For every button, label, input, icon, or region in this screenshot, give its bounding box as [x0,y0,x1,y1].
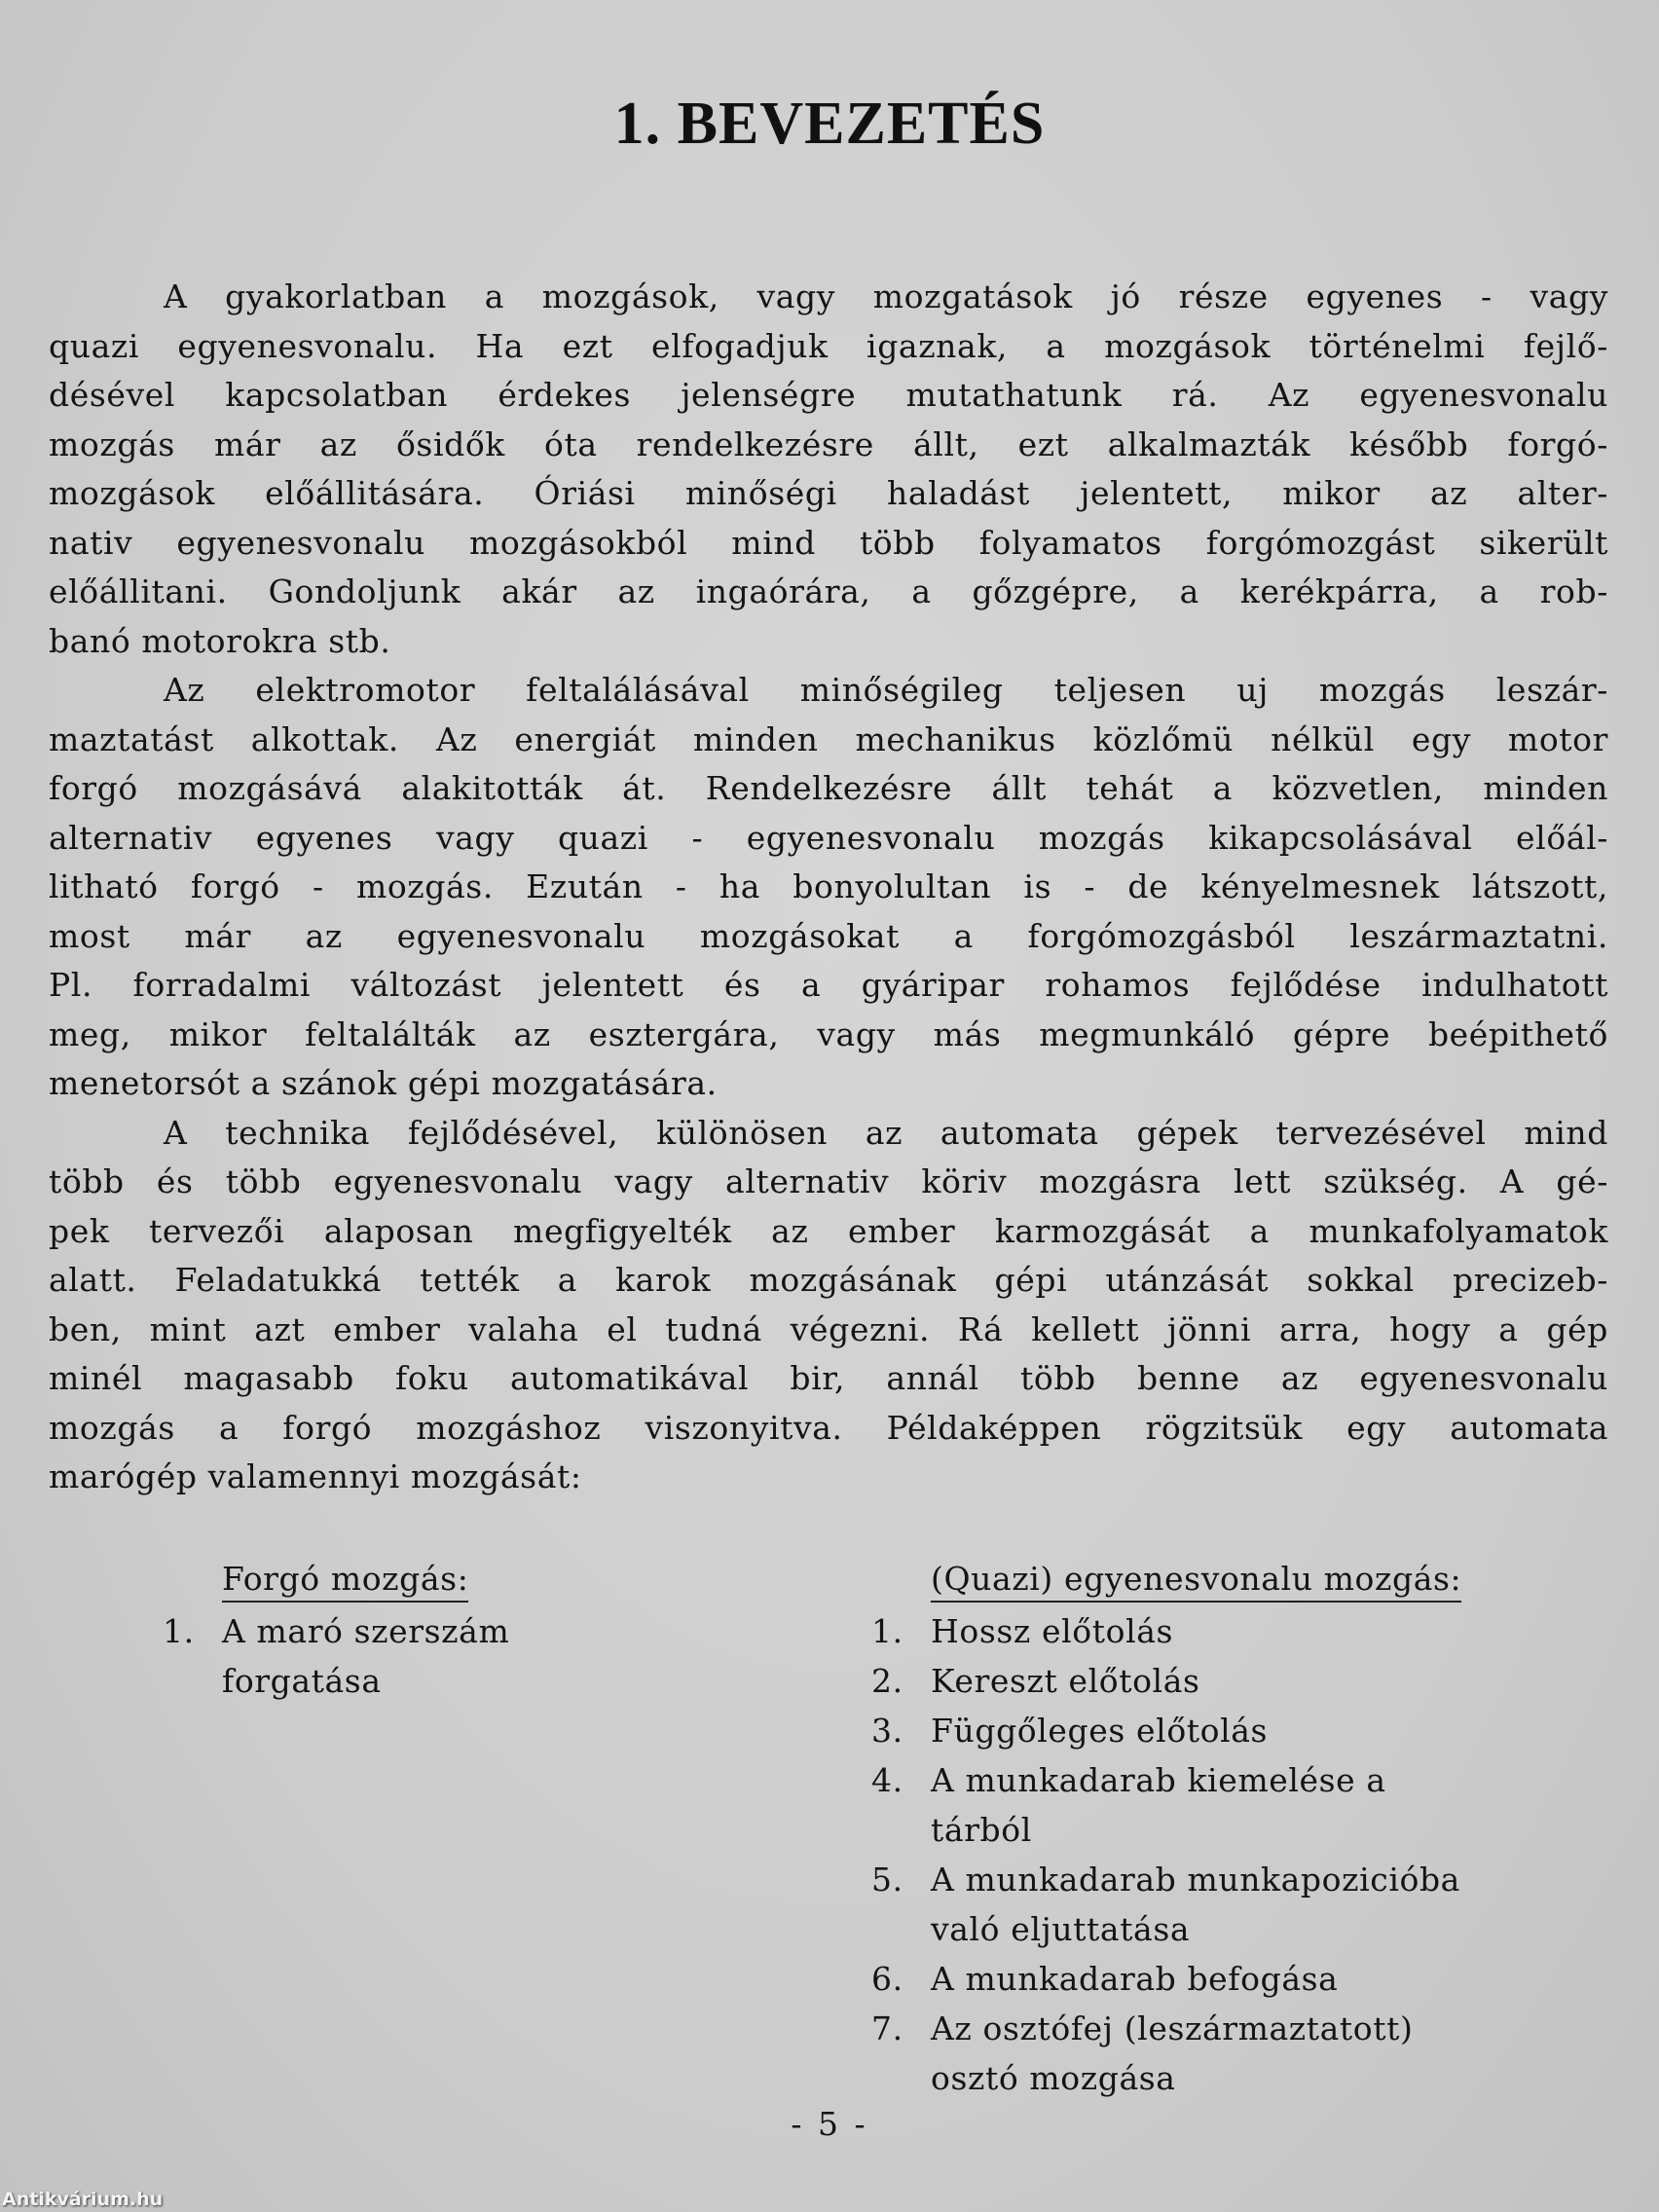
list-text [931,1954,1338,2004]
list-number: 2. [871,1662,903,1700]
body-text [49,273,1608,1502]
list-item [871,1755,1572,1855]
paragraph [49,273,1608,666]
text-line: marógép valamennyi mozgását: [49,1457,582,1495]
list-text [222,1606,509,1706]
list-number: 3. [871,1712,903,1750]
list-item [871,1656,1572,1706]
text-line: désével kapcsolatban érdekes jelenségre mutathatunk rá. Az egyenesvonalu [49,376,1608,414]
list-item [163,1606,669,1706]
list-text-line: A munkadarab kiemelése a [931,1761,1386,1799]
text-line: mozgások előállitására. Óriási minőségi haladást jelentett, mikor az alter- [49,474,1608,512]
text-line: litható forgó - mozgás. Ezután - ha bonyolultan is - de kényelmesnek látszott, [49,867,1608,905]
list-text-line: forgatása [222,1662,382,1700]
text-line: több és több egyenesvonalu vagy alternativ köriv mozgásra lett szükség. A gé- [49,1162,1608,1200]
paragraph [49,1109,1608,1502]
list-text [931,1656,1200,1706]
linear-heading: (Quazi) egyenesvonalu mozgás: [931,1558,1461,1603]
list-number: 7. [871,2009,903,2047]
text-line: A technika fejlődésével, különösen az automata gépek tervezésével mind [164,1113,1608,1152]
text-line: meg, mikor feltalálták az esztergára, vagy más megmunkáló gépre beépithető [49,1014,1608,1053]
list-text-line: A maró szerszám [222,1612,510,1650]
text-line: ben, mint azt ember valaha el tudná végezni. Rá kellett jönni arra, hogy a gép [49,1309,1608,1348]
text-line: quazi egyenesvonalu. Ha ezt elfogadjuk igaznak, a mozgások történelmi fejlő- [49,326,1608,365]
list-text-line: való eljuttatása [931,1910,1191,1948]
text-line: mozgás már az ősidők óta rendelkezésre állt, ezt alkalmazták később forgó- [49,424,1608,463]
list-text-line: A munkadarab munkapozicióba [931,1861,1460,1899]
list-item [871,2004,1572,2103]
list-item [871,1855,1572,1954]
list-text [931,2004,1413,2103]
watermark-logo: Antikvárium.hu [2,2189,164,2210]
text-line: minél magasabb foku automatikával bir, annál több benne az egyenesvonalu [49,1359,1608,1397]
paragraph [49,666,1608,1109]
list-text-line: Kereszt előtolás [931,1662,1200,1700]
text-line: alatt. Feladatukká tették a karok mozgásának gépi utánzását sokkal precizeb- [49,1261,1608,1299]
list-text-line: Függőleges előtolás [931,1712,1269,1750]
text-line: előállitani. Gondoljunk akár az ingaórára, a gőzgépre, a kerékpárra, a rob- [49,572,1608,610]
list-item [871,1954,1572,2004]
list-item [871,1706,1572,1755]
text-line: maztatást alkottak. Az energiát minden mechanikus közlőmü nélkül egy motor [49,719,1608,758]
list-text [931,1855,1460,1954]
list-text [931,1706,1268,1755]
list-text-line: Az osztófej (leszármaztatott) [931,2009,1414,2047]
list-number: 5. [871,1861,903,1899]
text-line: Az elektromotor feltalálásával minőségileg teljesen uj mozgás leszár- [164,671,1608,709]
list-text [931,1606,1173,1656]
text-line: forgó mozgásává alakitották át. Rendelkezésre állt tehát a közvetlen, minden [49,769,1608,807]
list-text-line: A munkadarab befogása [931,1960,1339,1998]
page-number: - 5 - [791,2105,868,2143]
linear-motion-column [871,1554,1572,2103]
list-number: 6. [871,1960,903,1998]
text-line: banó motorokra stb. [49,621,391,660]
text-line: most már az egyenesvonalu mozgásokat a forgómozgásból leszármaztatni. [49,916,1608,955]
text-line: Pl. forradalmi változást jelentett és a gyáripar rohamos fejlődése indulhatott [49,966,1608,1004]
text-line: nativ egyenesvonalu mozgásokból mind több folyamatos forgómozgást sikerült [49,523,1608,562]
list-text-line: osztó mozgása [931,2059,1176,2097]
list-text [931,1755,1386,1855]
text-line: mozgás a forgó mozgáshoz viszonyitva. Példaképpen rögzitsük egy automata [49,1408,1608,1447]
rotary-motion-column [163,1554,669,1706]
list-number: 4. [871,1761,903,1799]
list-number: 1. [871,1612,903,1650]
text-line: menetorsót a szánok gépi mozgatására. [49,1064,718,1102]
text-line: pek tervezői alaposan megfigyelték az ember karmozgását a munkafolyamatok [49,1211,1608,1250]
text-line: alternativ egyenes vagy quazi - egyenesvonalu mozgás kikapcsolásával előál- [49,818,1608,857]
list-text-line: Hossz előtolás [931,1612,1174,1650]
list-text-line: tárból [931,1811,1032,1849]
text-line: A gyakorlatban a mozgások, vagy mozgatások jó része egyenes - vagy [164,277,1608,315]
rotary-heading: Forgó mozgás: [222,1558,468,1603]
chapter-title: 1. BEVEZETÉS [613,91,1046,157]
list-number: 1. [163,1612,195,1650]
list-item [871,1606,1572,1656]
